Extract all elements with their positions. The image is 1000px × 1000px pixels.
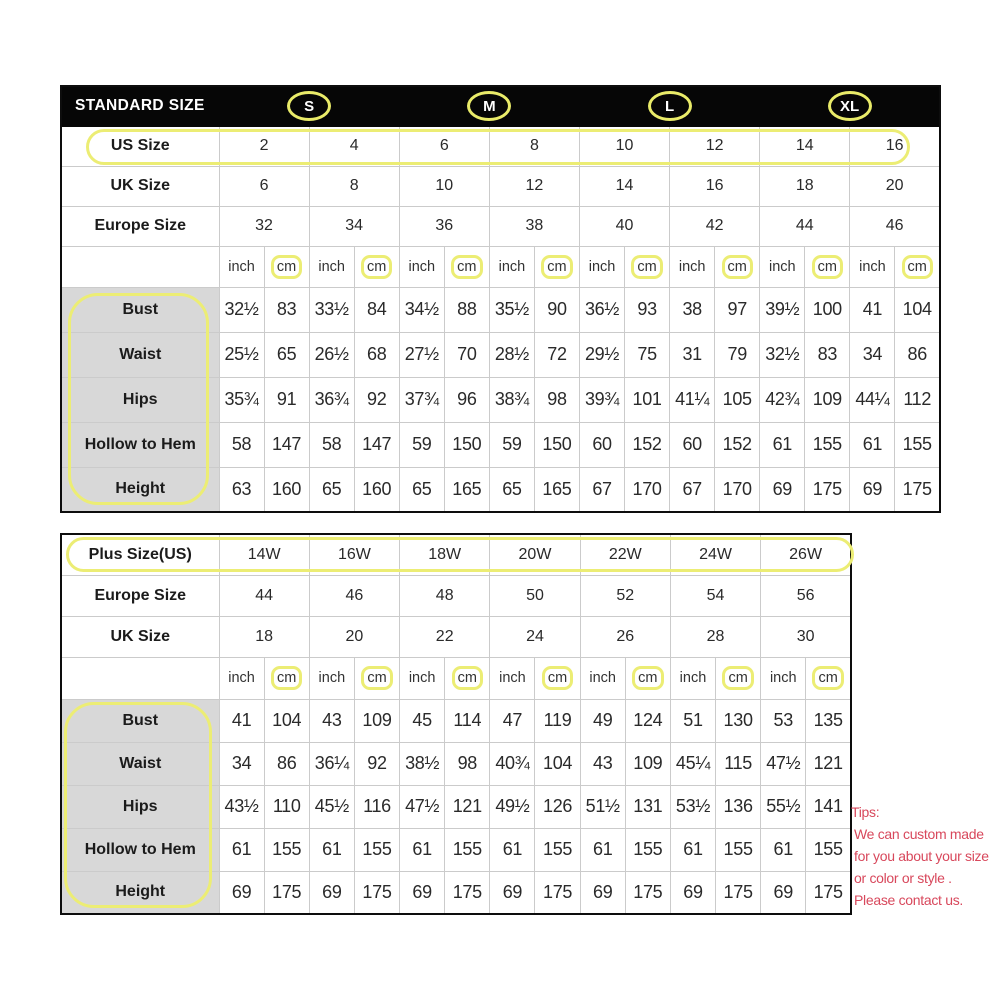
measurement-value: 155	[716, 828, 761, 871]
measurement-value: 175	[535, 871, 580, 914]
size-value: 20	[309, 616, 399, 657]
measurement-value: 100	[805, 287, 850, 332]
measurement-row-waist	[61, 332, 940, 377]
measurement-value: 69	[850, 467, 895, 512]
size-value: 18	[219, 616, 309, 657]
cm-highlight-box: cm	[541, 255, 572, 279]
size-value: 38	[489, 206, 579, 246]
measurement-value: 42¾	[760, 377, 805, 422]
size-value: 28	[670, 616, 760, 657]
row-label-us-size: US Size	[61, 126, 219, 166]
measurement-value: 61	[219, 828, 264, 871]
inch-unit-cell: inch	[580, 657, 625, 699]
cm-highlight-box: cm	[361, 666, 392, 690]
measurement-value: 109	[805, 377, 850, 422]
measurement-row-hollow-to-hem	[61, 422, 940, 467]
size-row-uk-size	[61, 166, 940, 206]
inch-unit-cell: inch	[400, 657, 445, 699]
measurement-value: 61	[400, 828, 445, 871]
measurement-value: 47½	[400, 785, 445, 828]
measurement-value: 27½	[399, 332, 444, 377]
measurement-value: 175	[716, 871, 761, 914]
cm-highlight-box: cm	[722, 666, 753, 690]
measurement-row-hips	[61, 785, 851, 828]
measurement-value: 58	[309, 422, 354, 467]
measurement-value: 43½	[219, 785, 264, 828]
size-value: 26	[580, 616, 670, 657]
measurement-value: 160	[264, 467, 309, 512]
cm-highlight-box: cm	[451, 255, 482, 279]
cm-highlight-box: cm	[271, 666, 302, 690]
measurement-value: 86	[895, 332, 940, 377]
measurement-value: 84	[354, 287, 399, 332]
measurement-value: 34	[850, 332, 895, 377]
size-row-us-size	[61, 126, 940, 166]
measurement-value: 86	[264, 742, 309, 785]
measurement-value: 29½	[580, 332, 625, 377]
size-value: 30	[761, 616, 851, 657]
measurement-value: 93	[625, 287, 670, 332]
measurement-value: 47	[490, 699, 535, 742]
size-value: 32	[219, 206, 309, 246]
measurement-value: 60	[580, 422, 625, 467]
size-value: 6	[399, 126, 489, 166]
measurement-value: 43	[580, 742, 625, 785]
measurement-value: 155	[264, 828, 309, 871]
size-value: 12	[489, 166, 579, 206]
measurement-value: 147	[264, 422, 309, 467]
row-label-europe-size: Europe Size	[61, 206, 219, 246]
measurement-value: 104	[895, 287, 940, 332]
size-value: 12	[670, 126, 760, 166]
measurement-value: 175	[625, 871, 670, 914]
size-value: 22W	[580, 534, 670, 575]
measurement-value: 37¾	[399, 377, 444, 422]
measurement-value: 135	[806, 699, 851, 742]
measurement-value: 115	[716, 742, 761, 785]
cm-highlight-box: cm	[812, 255, 843, 279]
size-value: 16	[850, 126, 940, 166]
measurement-label-waist: Waist	[61, 332, 219, 377]
size-value: 52	[580, 575, 670, 616]
inch-unit-cell: inch	[309, 657, 354, 699]
measurement-value: 175	[895, 467, 940, 512]
measurement-value: 63	[219, 467, 264, 512]
cm-unit-cell	[264, 246, 309, 287]
measurement-value: 155	[805, 422, 850, 467]
measurement-value: 31	[670, 332, 715, 377]
measurement-value: 69	[580, 871, 625, 914]
cm-unit-cell	[445, 657, 490, 699]
tips-line: for you about your size	[854, 848, 989, 864]
measurement-value: 83	[264, 287, 309, 332]
measurement-value: 32½	[760, 332, 805, 377]
size-value: 10	[399, 166, 489, 206]
measurement-value: 155	[535, 828, 580, 871]
measurement-value: 109	[354, 699, 399, 742]
measurement-value: 69	[490, 871, 535, 914]
measurement-value: 61	[761, 828, 806, 871]
plus-size-table	[60, 533, 852, 915]
inch-unit-cell: inch	[670, 657, 715, 699]
cm-unit-cell	[354, 657, 399, 699]
measurement-value: 155	[895, 422, 940, 467]
inch-unit-cell: inch	[850, 246, 895, 287]
unit-row-blank-label	[61, 246, 219, 287]
inch-unit-cell: inch	[219, 246, 264, 287]
size-value: 18	[760, 166, 850, 206]
size-value: 14W	[219, 534, 309, 575]
inch-unit-cell: inch	[399, 246, 444, 287]
measurement-value: 59	[399, 422, 444, 467]
measurement-value: 26½	[309, 332, 354, 377]
measurement-value: 38½	[400, 742, 445, 785]
inch-unit-cell: inch	[761, 657, 806, 699]
measurement-value: 33½	[309, 287, 354, 332]
size-value: 18W	[400, 534, 490, 575]
size-value: 24W	[670, 534, 760, 575]
size-value: 44	[760, 206, 850, 246]
inch-unit-cell: inch	[580, 246, 625, 287]
inch-unit-cell: inch	[309, 246, 354, 287]
inch-unit-cell: inch	[489, 246, 534, 287]
measurement-value: 175	[445, 871, 490, 914]
measurement-value: 175	[806, 871, 851, 914]
measurement-value: 79	[715, 332, 760, 377]
inch-unit-cell: inch	[490, 657, 535, 699]
size-value: 50	[490, 575, 580, 616]
standard-size-table	[60, 85, 941, 513]
cm-highlight-box: cm	[812, 666, 843, 690]
cm-highlight-box: cm	[271, 255, 302, 279]
measurement-value: 119	[535, 699, 580, 742]
size-value: 4	[309, 126, 399, 166]
measurement-value: 28½	[489, 332, 534, 377]
size-row-plus-size-us	[61, 534, 851, 575]
measurement-value: 69	[760, 467, 805, 512]
measurement-value: 65	[264, 332, 309, 377]
size-value: 6	[219, 166, 309, 206]
measurement-value: 110	[264, 785, 309, 828]
measurement-label-height: Height	[61, 467, 219, 512]
measurement-value: 104	[535, 742, 580, 785]
size-value: 34	[309, 206, 399, 246]
inch-unit-cell: inch	[670, 246, 715, 287]
size-value: 16W	[309, 534, 399, 575]
size-value: 24	[490, 616, 580, 657]
measurement-value: 155	[445, 828, 490, 871]
measurement-value: 97	[715, 287, 760, 332]
size-value: 46	[309, 575, 399, 616]
size-value: 26W	[761, 534, 851, 575]
measurement-value: 65	[489, 467, 534, 512]
inch-unit-cell: inch	[760, 246, 805, 287]
size-value: 44	[219, 575, 309, 616]
measurement-value: 45¼	[670, 742, 715, 785]
unit-row	[61, 657, 851, 699]
measurement-value: 53	[761, 699, 806, 742]
measurement-value: 155	[625, 828, 670, 871]
size-group-badge-xl: XL	[828, 91, 872, 121]
measurement-value: 116	[354, 785, 399, 828]
size-value: 8	[309, 166, 399, 206]
measurement-value: 72	[534, 332, 579, 377]
custom-made-tips	[851, 801, 989, 911]
size-value: 56	[761, 575, 851, 616]
measurement-row-height	[61, 871, 851, 914]
tips-line: We can custom made	[854, 826, 984, 842]
cm-unit-cell	[716, 657, 761, 699]
size-value: 22	[400, 616, 490, 657]
measurement-value: 49	[580, 699, 625, 742]
size-group-cell-m	[399, 86, 579, 126]
measurement-value: 70	[444, 332, 489, 377]
cm-unit-cell	[264, 657, 309, 699]
measurement-value: 40¾	[490, 742, 535, 785]
cm-highlight-box: cm	[542, 666, 573, 690]
measurement-row-bust	[61, 699, 851, 742]
measurement-value: 55½	[761, 785, 806, 828]
measurement-value: 69	[309, 871, 354, 914]
measurement-value: 160	[354, 467, 399, 512]
cm-unit-cell	[535, 657, 580, 699]
measurement-value: 36½	[580, 287, 625, 332]
measurement-value: 165	[444, 467, 489, 512]
measurement-value: 121	[445, 785, 490, 828]
measurement-value: 147	[354, 422, 399, 467]
size-value: 20	[850, 166, 940, 206]
measurement-label-waist: Waist	[61, 742, 219, 785]
cm-unit-cell	[354, 246, 399, 287]
measurement-value: 45	[400, 699, 445, 742]
cm-unit-cell	[625, 657, 670, 699]
table-header-row	[61, 86, 940, 126]
cm-unit-cell	[895, 246, 940, 287]
measurement-value: 35½	[489, 287, 534, 332]
measurement-value: 96	[444, 377, 489, 422]
measurement-value: 92	[354, 742, 399, 785]
cm-unit-cell	[625, 246, 670, 287]
measurement-value: 98	[534, 377, 579, 422]
measurement-value: 109	[625, 742, 670, 785]
measurement-value: 47½	[761, 742, 806, 785]
size-value: 54	[670, 575, 760, 616]
size-group-badge-l: L	[648, 91, 692, 121]
size-value: 14	[580, 166, 670, 206]
measurement-value: 175	[354, 871, 399, 914]
measurement-value: 88	[444, 287, 489, 332]
size-row-europe-size	[61, 575, 851, 616]
measurement-label-hips: Hips	[61, 377, 219, 422]
measurement-value: 75	[625, 332, 670, 377]
measurement-label-hollow-to-hem: Hollow to Hem	[61, 422, 219, 467]
measurement-value: 36¼	[309, 742, 354, 785]
row-label-plus-size-us: Plus Size(US)	[61, 534, 219, 575]
measurement-value: 98	[445, 742, 490, 785]
measurement-value: 65	[399, 467, 444, 512]
measurement-value: 175	[264, 871, 309, 914]
measurement-value: 69	[761, 871, 806, 914]
measurement-value: 61	[309, 828, 354, 871]
measurement-value: 34½	[399, 287, 444, 332]
measurement-label-bust: Bust	[61, 287, 219, 332]
measurement-value: 124	[625, 699, 670, 742]
measurement-row-bust	[61, 287, 940, 332]
measurement-value: 69	[400, 871, 445, 914]
measurement-value: 34	[219, 742, 264, 785]
inch-unit-cell: inch	[219, 657, 264, 699]
measurement-value: 131	[625, 785, 670, 828]
tips-line: or color or style .	[854, 870, 952, 886]
measurement-value: 61	[760, 422, 805, 467]
measurement-label-bust: Bust	[61, 699, 219, 742]
measurement-value: 150	[444, 422, 489, 467]
measurement-value: 61	[490, 828, 535, 871]
size-row-europe-size	[61, 206, 940, 246]
size-group-cell-s	[219, 86, 399, 126]
measurement-value: 41	[850, 287, 895, 332]
measurement-value: 155	[354, 828, 399, 871]
measurement-value: 58	[219, 422, 264, 467]
measurement-label-hollow-to-hem: Hollow to Hem	[61, 828, 219, 871]
size-row-uk-size	[61, 616, 851, 657]
measurement-label-hips: Hips	[61, 785, 219, 828]
tips-line: Please contact us.	[854, 892, 963, 908]
measurement-value: 136	[716, 785, 761, 828]
cm-unit-cell	[805, 246, 850, 287]
measurement-value: 49½	[490, 785, 535, 828]
measurement-value: 90	[534, 287, 579, 332]
measurement-value: 60	[670, 422, 715, 467]
measurement-value: 121	[806, 742, 851, 785]
cm-highlight-box: cm	[632, 666, 663, 690]
measurement-value: 41	[219, 699, 264, 742]
row-label-uk-size: UK Size	[61, 166, 219, 206]
cm-unit-cell	[806, 657, 851, 699]
unit-row	[61, 246, 940, 287]
measurement-value: 59	[489, 422, 534, 467]
measurement-value: 43	[309, 699, 354, 742]
size-value: 36	[399, 206, 489, 246]
measurement-value: 67	[670, 467, 715, 512]
measurement-value: 45½	[309, 785, 354, 828]
measurement-value: 112	[895, 377, 940, 422]
size-group-badge-s: S	[287, 91, 331, 121]
measurement-row-height	[61, 467, 940, 512]
size-value: 40	[580, 206, 670, 246]
measurement-value: 44¼	[850, 377, 895, 422]
measurement-value: 101	[625, 377, 670, 422]
measurement-value: 152	[715, 422, 760, 467]
measurement-value: 130	[716, 699, 761, 742]
measurement-value: 68	[354, 332, 399, 377]
measurement-row-waist	[61, 742, 851, 785]
measurement-value: 41¼	[670, 377, 715, 422]
measurement-value: 36¾	[309, 377, 354, 422]
measurement-value: 35¾	[219, 377, 264, 422]
measurement-row-hips	[61, 377, 940, 422]
size-value: 20W	[490, 534, 580, 575]
measurement-value: 165	[534, 467, 579, 512]
measurement-value: 114	[445, 699, 490, 742]
size-group-cell-l	[580, 86, 760, 126]
measurement-value: 91	[264, 377, 309, 422]
size-group-badge-m: M	[467, 91, 511, 121]
cm-highlight-box: cm	[631, 255, 662, 279]
measurement-value: 83	[805, 332, 850, 377]
size-value: 10	[580, 126, 670, 166]
measurement-value: 170	[715, 467, 760, 512]
measurement-value: 38	[670, 287, 715, 332]
size-value: 48	[400, 575, 490, 616]
measurement-value: 67	[580, 467, 625, 512]
measurement-value: 53½	[670, 785, 715, 828]
table-title: STANDARD SIZE	[61, 86, 219, 126]
size-group-cell-xl	[760, 86, 940, 126]
measurement-value: 32½	[219, 287, 264, 332]
measurement-value: 61	[850, 422, 895, 467]
measurement-value: 39½	[760, 287, 805, 332]
size-value: 46	[850, 206, 940, 246]
cm-unit-cell	[444, 246, 489, 287]
measurement-value: 61	[580, 828, 625, 871]
size-value: 8	[489, 126, 579, 166]
cm-unit-cell	[715, 246, 760, 287]
measurement-value: 25½	[219, 332, 264, 377]
measurement-value: 105	[715, 377, 760, 422]
measurement-value: 69	[219, 871, 264, 914]
cm-highlight-box: cm	[452, 666, 483, 690]
measurement-value: 69	[670, 871, 715, 914]
size-value: 16	[670, 166, 760, 206]
measurement-label-height: Height	[61, 871, 219, 914]
size-value: 42	[670, 206, 760, 246]
measurement-value: 152	[625, 422, 670, 467]
measurement-value: 126	[535, 785, 580, 828]
cm-highlight-box: cm	[361, 255, 392, 279]
measurement-value: 51	[670, 699, 715, 742]
measurement-value: 175	[805, 467, 850, 512]
measurement-value: 61	[670, 828, 715, 871]
measurement-value: 65	[309, 467, 354, 512]
cm-highlight-box: cm	[722, 255, 753, 279]
measurement-value: 150	[534, 422, 579, 467]
cm-unit-cell	[534, 246, 579, 287]
measurement-value: 38¾	[489, 377, 534, 422]
size-value: 2	[219, 126, 309, 166]
measurement-value: 104	[264, 699, 309, 742]
row-label-europe-size: Europe Size	[61, 575, 219, 616]
measurement-row-hollow-to-hem	[61, 828, 851, 871]
size-value: 14	[760, 126, 850, 166]
row-label-uk-size: UK Size	[61, 616, 219, 657]
cm-highlight-box: cm	[902, 255, 933, 279]
measurement-value: 170	[625, 467, 670, 512]
measurement-value: 51½	[580, 785, 625, 828]
measurement-value: 141	[806, 785, 851, 828]
unit-row-blank-label	[61, 657, 219, 699]
measurement-value: 155	[806, 828, 851, 871]
measurement-value: 39¾	[580, 377, 625, 422]
measurement-value: 92	[354, 377, 399, 422]
tips-title: Tips:	[851, 804, 880, 820]
